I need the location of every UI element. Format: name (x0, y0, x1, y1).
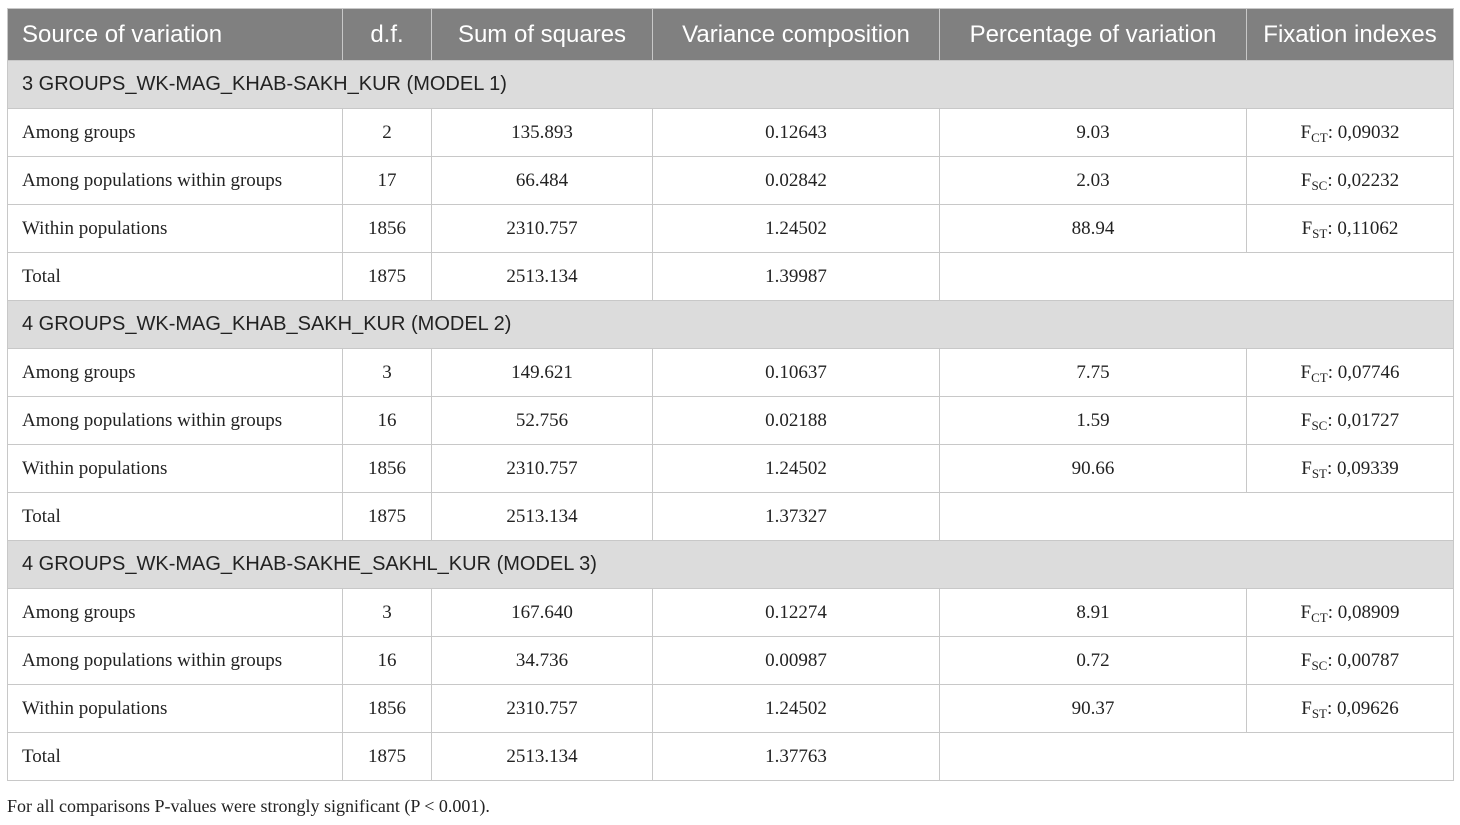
percentage-cell: 9.03 (940, 109, 1247, 157)
fixation-value: : 0,07746 (1327, 361, 1400, 383)
table-body (8, 61, 1454, 781)
fixation-symbol: F (1300, 409, 1312, 431)
fixation-index-cell (1247, 109, 1454, 157)
fixation-value: : 0,09339 (1326, 457, 1399, 479)
fixation-value: : 0,11062 (1327, 217, 1399, 239)
fixation-subscript: ST (1311, 465, 1327, 481)
fixation-subscript: CT (1311, 129, 1328, 145)
header-df: d.f. (343, 9, 432, 61)
sum-of-squares-cell: 2310.757 (432, 205, 653, 253)
total-row (8, 253, 1454, 301)
df-cell: 1875 (343, 733, 432, 781)
fixation-symbol: F (1300, 649, 1312, 671)
fixation-value: : 0,09032 (1327, 121, 1400, 143)
percentage-cell: 2.03 (940, 157, 1247, 205)
group-heading-row (8, 301, 1454, 349)
group-title: 4 GROUPS_WK-MAG_KHAB_SAKH_KUR (MODEL 2) (8, 301, 1454, 349)
group-heading-row (8, 541, 1454, 589)
amova-table (7, 8, 1454, 781)
table-row (8, 589, 1454, 637)
sum-of-squares-cell: 2513.134 (432, 493, 653, 541)
group-title: 4 GROUPS_WK-MAG_KHAB-SAKHE_SAKHL_KUR (MODEL 3) (8, 541, 1454, 589)
sum-of-squares-cell: 135.893 (432, 109, 653, 157)
sum-of-squares-cell: 34.736 (432, 637, 653, 685)
percentage-cell: 7.75 (940, 349, 1247, 397)
fixation-value: : 0,00787 (1327, 649, 1400, 671)
variance-composition-cell: 0.10637 (653, 349, 940, 397)
fixation-index-cell (1247, 205, 1454, 253)
sum-of-squares-cell: 52.756 (432, 397, 653, 445)
sum-of-squares-cell: 2513.134 (432, 733, 653, 781)
sum-of-squares-cell: 2513.134 (432, 253, 653, 301)
table-row (8, 685, 1454, 733)
source-cell: Within populations (8, 685, 343, 733)
fixation-value: : 0,02232 (1327, 169, 1400, 191)
fixation-subscript: SC (1311, 417, 1328, 433)
total-row (8, 733, 1454, 781)
percentage-cell: 90.66 (940, 445, 1247, 493)
source-cell: Total (8, 253, 343, 301)
variance-composition-cell: 0.02842 (653, 157, 940, 205)
percentage-cell: 8.91 (940, 589, 1247, 637)
table-row (8, 109, 1454, 157)
header-percentage-of-variation: Percentage of variation (940, 9, 1247, 61)
sum-of-squares-cell: 2310.757 (432, 685, 653, 733)
source-cell: Among populations within groups (8, 157, 343, 205)
fixation-index-cell (1247, 397, 1454, 445)
source-cell: Within populations (8, 205, 343, 253)
df-cell: 17 (343, 157, 432, 205)
variance-composition-cell: 0.00987 (653, 637, 940, 685)
fixation-value: : 0,08909 (1327, 601, 1400, 623)
df-cell: 3 (343, 349, 432, 397)
header-sum-of-squares: Sum of squares (432, 9, 653, 61)
table-row (8, 157, 1454, 205)
table-row (8, 349, 1454, 397)
fixation-symbol: F (1300, 169, 1312, 191)
fixation-index-cell (1247, 445, 1454, 493)
percentage-cell: 1.59 (940, 397, 1247, 445)
variance-composition-cell: 1.39987 (653, 253, 940, 301)
df-cell: 16 (343, 397, 432, 445)
df-cell: 16 (343, 637, 432, 685)
source-cell: Among populations within groups (8, 397, 343, 445)
source-cell: Among groups (8, 109, 343, 157)
total-row (8, 493, 1454, 541)
percentage-cell: 88.94 (940, 205, 1247, 253)
table-footnote: For all comparisons P-values were strongly significant (P < 0.001). (7, 796, 490, 816)
variance-composition-cell: 0.12643 (653, 109, 940, 157)
group-heading-row (8, 61, 1454, 109)
fixation-subscript: CT (1311, 369, 1328, 385)
source-cell: Among groups (8, 589, 343, 637)
table-header-row (8, 9, 1454, 61)
fixation-symbol: F (1300, 601, 1312, 623)
fixation-index-cell (1247, 589, 1454, 637)
percentage-cell: 90.37 (940, 685, 1247, 733)
sum-of-squares-cell: 149.621 (432, 349, 653, 397)
variance-composition-cell: 0.02188 (653, 397, 940, 445)
df-cell: 1875 (343, 253, 432, 301)
fixation-index-cell (1247, 637, 1454, 685)
variance-composition-cell: 0.12274 (653, 589, 940, 637)
df-cell: 3 (343, 589, 432, 637)
empty-cell (940, 733, 1454, 781)
fixation-value: : 0,01727 (1327, 409, 1400, 431)
fixation-index-cell (1247, 157, 1454, 205)
table-row (8, 445, 1454, 493)
header-fixation-indexes: Fixation indexes (1247, 9, 1454, 61)
fixation-index-cell (1247, 685, 1454, 733)
header-source-of-variation: Source of variation (8, 9, 343, 61)
fixation-subscript: CT (1311, 609, 1328, 625)
percentage-cell: 0.72 (940, 637, 1247, 685)
table-row (8, 205, 1454, 253)
fixation-symbol: F (1300, 121, 1312, 143)
variance-composition-cell: 1.24502 (653, 445, 940, 493)
source-cell: Within populations (8, 445, 343, 493)
fixation-subscript: ST (1312, 225, 1328, 241)
source-cell: Among populations within groups (8, 637, 343, 685)
sum-of-squares-cell: 66.484 (432, 157, 653, 205)
df-cell: 2 (343, 109, 432, 157)
variance-composition-cell: 1.37327 (653, 493, 940, 541)
fixation-symbol: F (1301, 457, 1312, 479)
df-cell: 1856 (343, 685, 432, 733)
variance-composition-cell: 1.24502 (653, 205, 940, 253)
table-row (8, 637, 1454, 685)
df-cell: 1875 (343, 493, 432, 541)
fixation-subscript: SC (1311, 657, 1328, 673)
fixation-subscript: ST (1311, 705, 1327, 721)
source-cell: Among groups (8, 349, 343, 397)
group-title: 3 GROUPS_WK-MAG_KHAB-SAKH_KUR (MODEL 1) (8, 61, 1454, 109)
fixation-value: : 0,09626 (1326, 697, 1399, 719)
sum-of-squares-cell: 2310.757 (432, 445, 653, 493)
df-cell: 1856 (343, 205, 432, 253)
fixation-index-cell (1247, 349, 1454, 397)
df-cell: 1856 (343, 445, 432, 493)
source-cell: Total (8, 493, 343, 541)
empty-cell (940, 253, 1454, 301)
variance-composition-cell: 1.37763 (653, 733, 940, 781)
sum-of-squares-cell: 167.640 (432, 589, 653, 637)
header-variance-composition: Variance composition (653, 9, 940, 61)
table-row (8, 397, 1454, 445)
source-cell: Total (8, 733, 343, 781)
fixation-symbol: F (1301, 697, 1312, 719)
fixation-symbol: F (1301, 217, 1313, 239)
fixation-subscript: SC (1311, 177, 1328, 193)
fixation-symbol: F (1300, 361, 1312, 383)
variance-composition-cell: 1.24502 (653, 685, 940, 733)
empty-cell (940, 493, 1454, 541)
